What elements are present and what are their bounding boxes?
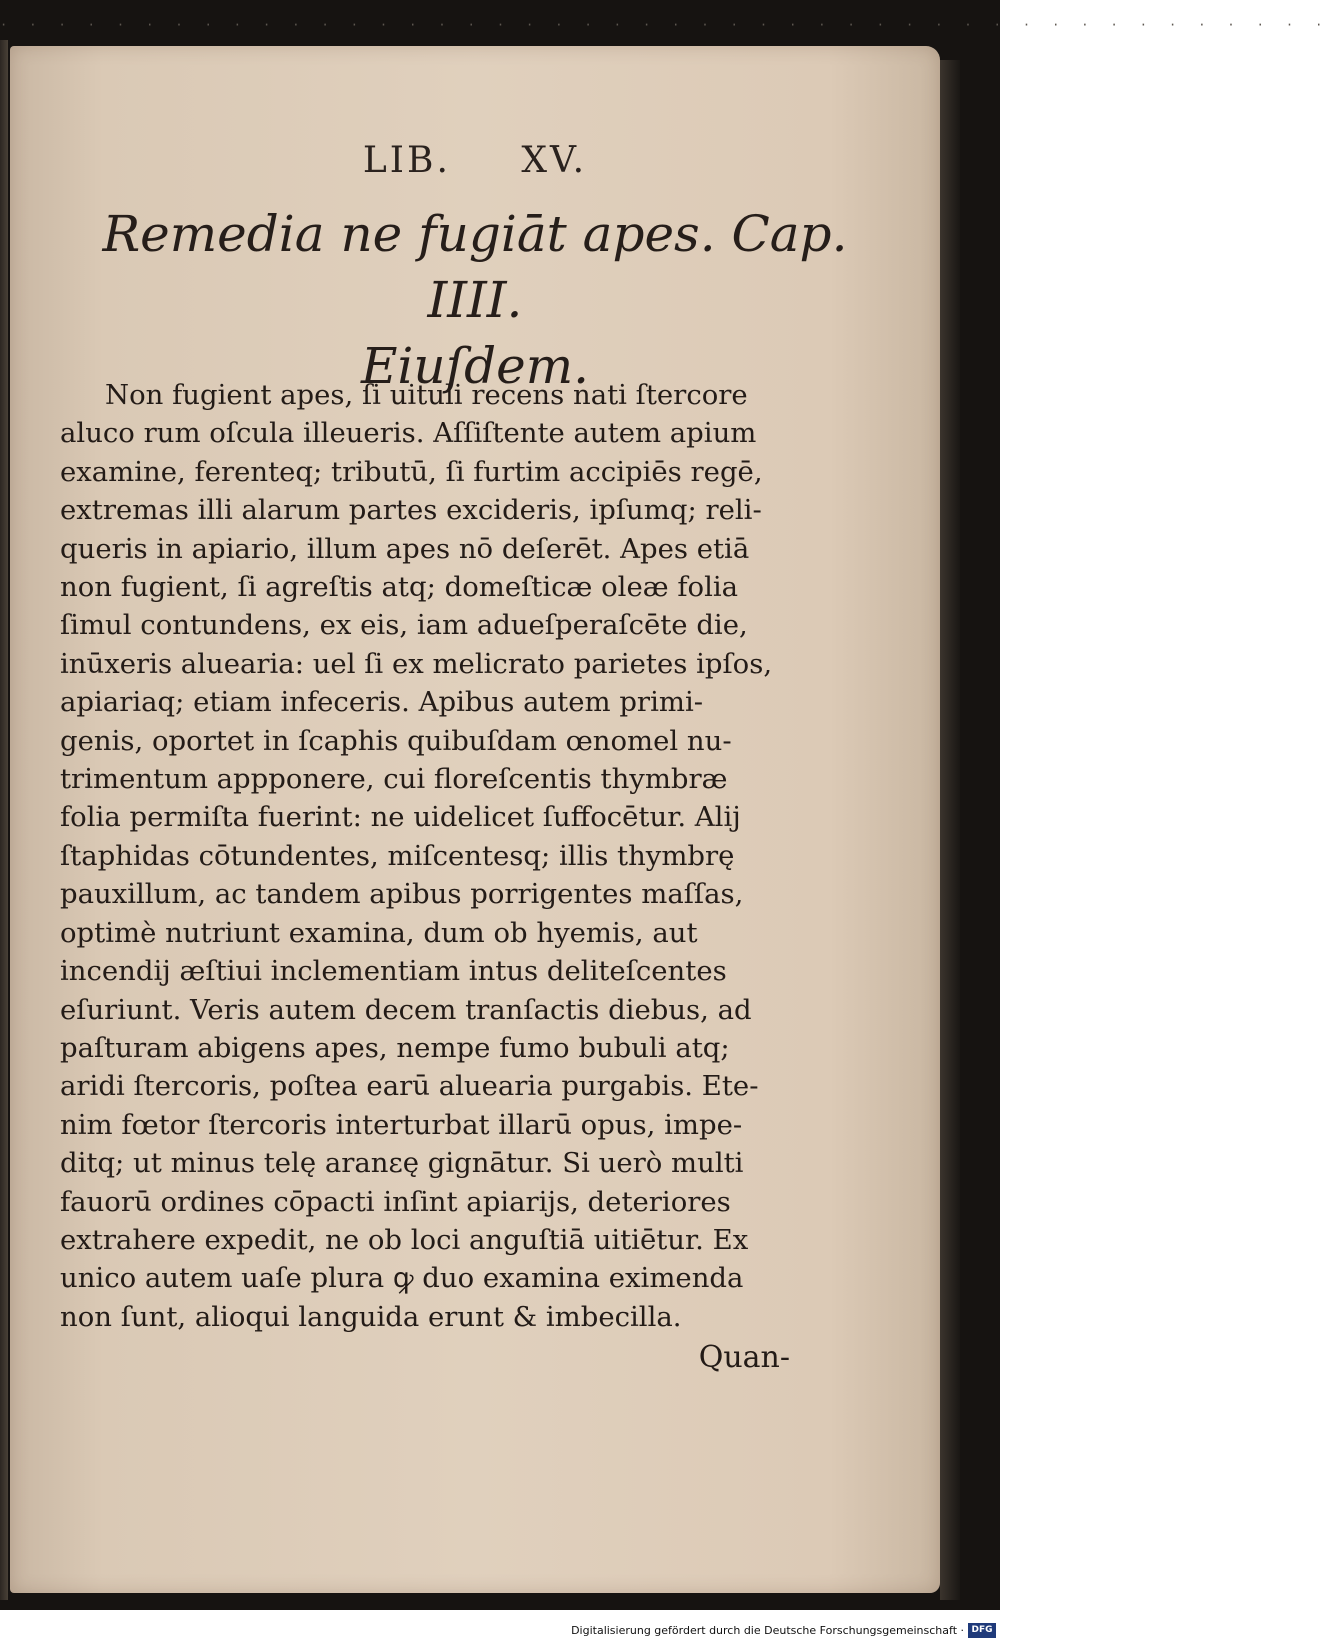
- dfg-logo: DFG: [968, 1623, 996, 1638]
- text-line: incendij æſtiui inclementiam intus deliteſcentes: [60, 955, 727, 988]
- text-line: optimè nutriunt examina, dum ob hyemis, aut: [60, 916, 698, 949]
- text-line: inūxeris aluearia: uel ſi ex melicrato parietes ipſos,: [60, 647, 773, 680]
- footer-bar: [0, 1622, 1000, 1641]
- book-page: [10, 46, 940, 1593]
- text-line: eſuriunt. Veris autem decem tranſactis diebus, ad: [60, 993, 752, 1026]
- footer-credit: Digitalisierung gefördert durch die Deutsche Forschungsgemeinschaft ·: [571, 1624, 964, 1637]
- text-line: extremas illi alarum partes excideris, ipſumq; reli-: [60, 494, 762, 527]
- book-right-edge: [940, 60, 960, 1600]
- running-header: [10, 140, 940, 181]
- text-line: aridi ſtercoris, poſtea earū aluearia purgabis. Ete-: [60, 1070, 759, 1103]
- text-line: extrahere expedit, ne ob loci anguſtiā uitiētur. Ex: [60, 1223, 749, 1256]
- text-line: pauxillum, ac tandem apibus porrigentes maſſas,: [60, 878, 744, 911]
- text-line: fauorū ordines cōpacti inſint apiarijs, deteriores: [60, 1185, 731, 1218]
- scan-edge-dots: ··············································: [0, 18, 1344, 32]
- chapter-title-line-1: Remedia ne fugiāt apes. Cap. IIII.: [102, 205, 848, 329]
- body-paragraph: [60, 376, 785, 1336]
- text-line: ſimul contundens, ex eis, iam adueſperaſcēte die,: [60, 609, 748, 642]
- text-line: ditq; ut minus telę aranεę gignātur. Si uerò multi: [60, 1147, 744, 1180]
- text-line: non fugient, ſi agreſtis atq; domeſticæ oleæ folia: [60, 571, 739, 604]
- chapter-title-line-2: Eiuſdem.: [360, 337, 590, 395]
- text-line: aluco rum oſcula illeueris. Aſſiſtente autem apium: [60, 417, 757, 450]
- text-line: folia permiſta fuerint: ne uidelicet ſuffocētur. Alij: [60, 801, 741, 834]
- text-line: unico autem uaſe plura ꝙ duo examina eximenda: [60, 1262, 744, 1295]
- text-line: Non fugient apes, ſi uituli recens nati ſtercore: [105, 379, 748, 411]
- text-line: queris in apiario, illum apes nō deſerēt. Apes etiā: [60, 532, 750, 565]
- text-line: ſtaphidas cōtundentes, miſcentesq; illis thymbrę: [60, 839, 735, 872]
- text-line: examine, ferenteq; tributū, ſi furtim accipiēs regē,: [60, 455, 763, 488]
- header-book-number: XV.: [521, 140, 588, 181]
- chapter-title: [50, 201, 900, 399]
- text-line: nim fœtor ſtercoris interturbat illarū opus, impe-: [60, 1108, 743, 1141]
- header-book-label: LIB.: [362, 140, 451, 181]
- text-line: non ſunt, alioqui languida erunt & imbecilla.: [60, 1300, 682, 1333]
- text-line: apiariaq; etiam infeceris. Apibus autem primi-: [60, 686, 704, 719]
- book-left-edge: [0, 40, 8, 1600]
- text-line: paſturam abigens apes, nempe fumo bubuli atq;: [60, 1031, 730, 1064]
- text-line: genis, oportet in ſcaphis quibuſdam œnomel nu-: [60, 724, 732, 757]
- catchword: Quan-: [698, 1340, 790, 1375]
- text-line: trimentum appponere, cui floreſcentis thymbræ: [60, 763, 728, 796]
